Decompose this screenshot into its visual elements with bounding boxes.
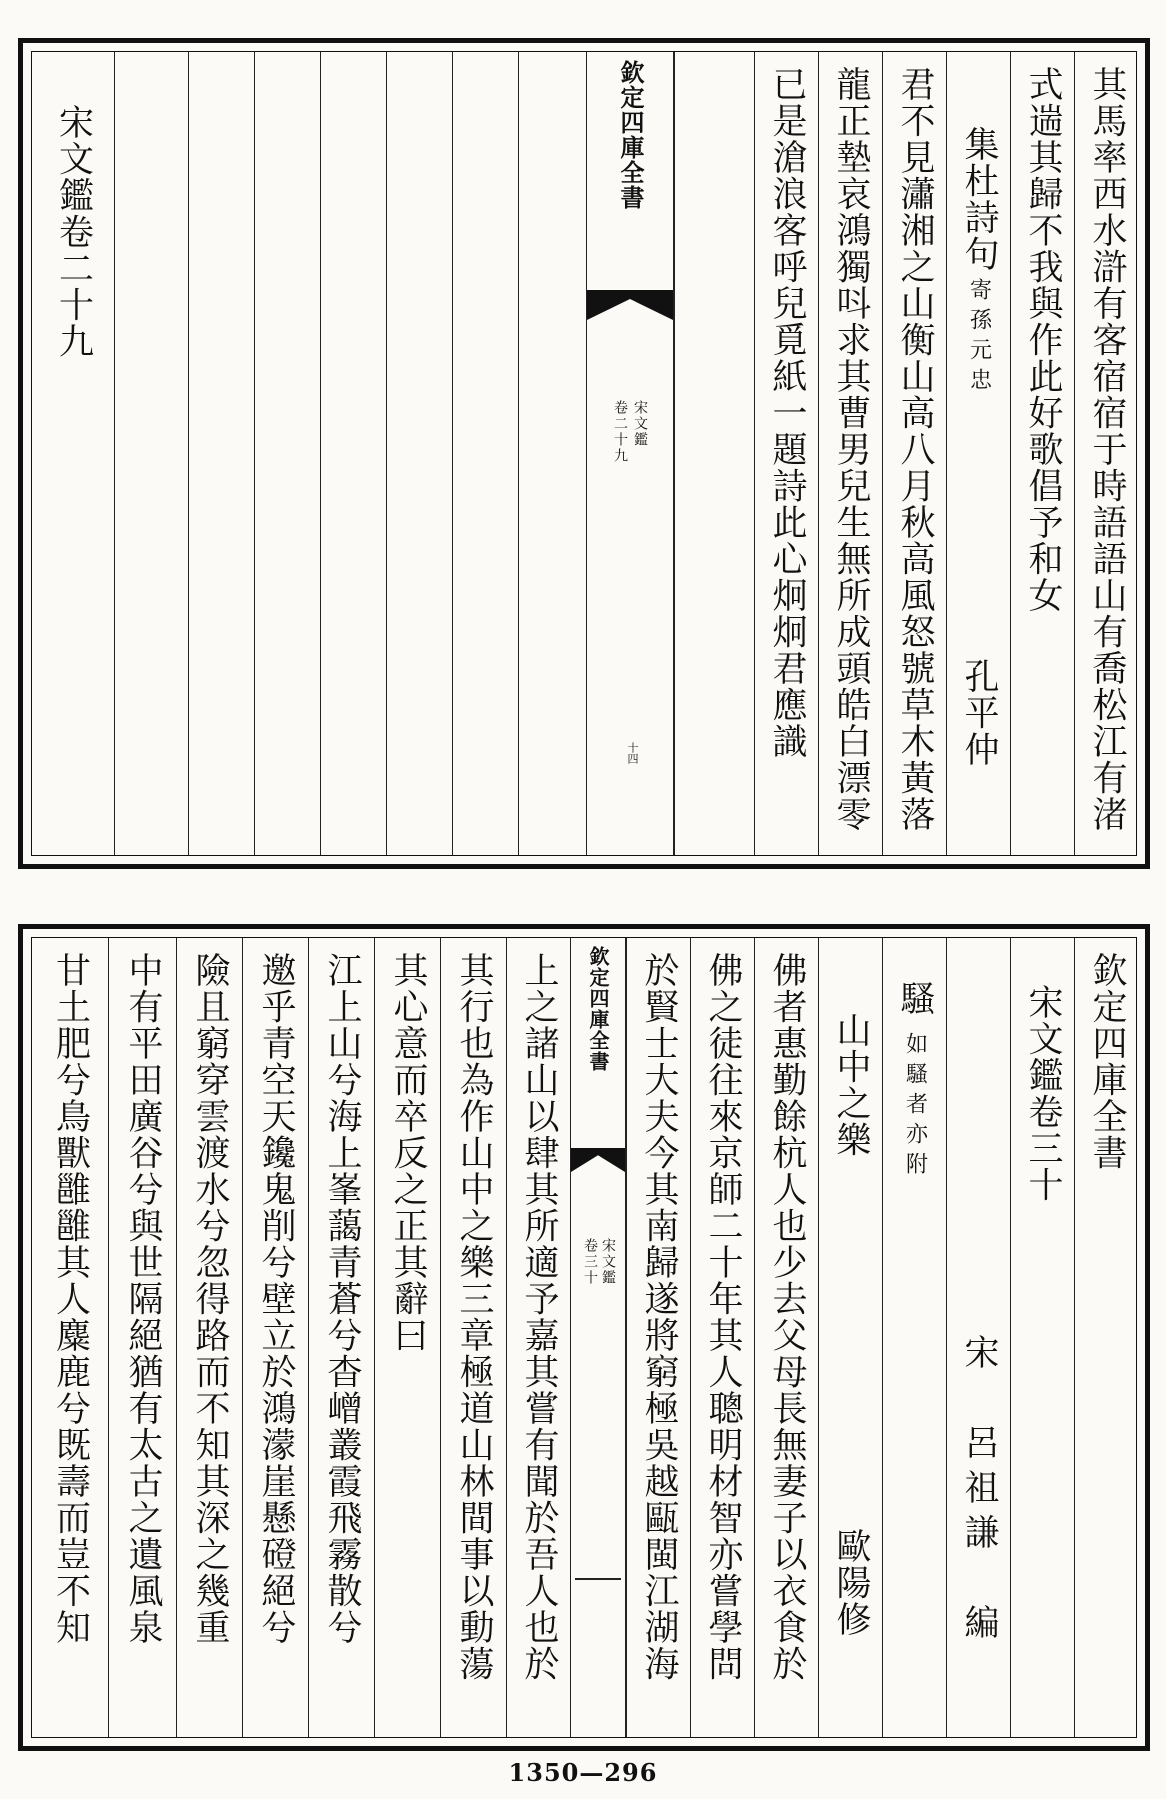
poem-title: 集杜詩句 bbox=[959, 126, 999, 272]
column bbox=[452, 52, 518, 855]
fold-title: 欽定四庫全書 bbox=[616, 60, 645, 210]
column bbox=[1010, 938, 1074, 1737]
text-column: 已是滄浪客呼兒覓紙一題詩此心炯炯君應識 bbox=[767, 66, 807, 760]
column bbox=[188, 52, 254, 855]
text-column: 甘土肥兮鳥獸雝雝其人麋鹿兮既壽而豈不知 bbox=[50, 952, 91, 1646]
top-page bbox=[18, 38, 1150, 869]
column bbox=[308, 938, 374, 1737]
volume-heading: 宋文鑑卷三十 bbox=[1023, 984, 1063, 1203]
column bbox=[320, 52, 386, 855]
book-heading: 欽定四庫全書 bbox=[1087, 952, 1127, 1171]
column bbox=[32, 938, 108, 1737]
column bbox=[754, 52, 818, 855]
text-column: 險且窮穿雲渡水兮忽得路而不知其深之幾重 bbox=[190, 952, 230, 1646]
text-column: 中有平田廣谷兮與世隔絕猶有太古之遺風泉 bbox=[123, 952, 163, 1646]
text-column: 江上山兮海上峯藹青蒼兮杳嶒叢霞飛霧散兮 bbox=[322, 952, 362, 1646]
column bbox=[626, 938, 690, 1737]
column bbox=[176, 938, 242, 1737]
text-column: 佛之徒往來京師二十年其人聰明材智亦嘗學問 bbox=[703, 952, 743, 1682]
fold-folio: 十四 bbox=[626, 742, 639, 764]
column bbox=[674, 52, 754, 855]
text-column: 上之諸山以肆其所適予嘉其嘗有聞於吾人也於 bbox=[519, 952, 559, 1682]
fold-title: 欽定四庫全書 bbox=[586, 946, 610, 1072]
column bbox=[690, 938, 754, 1737]
genre-title: 騷 bbox=[895, 980, 935, 1017]
text-column: 君不見瀟湘之山衡山高八月秋高風怒號草木黃落 bbox=[895, 66, 935, 833]
text-column: 其馬率西水滸有客宿宿于時語語山有喬松江有渚 bbox=[1087, 66, 1127, 833]
fold-book-title: 宋文鑑 bbox=[600, 1238, 616, 1286]
bottom-page-frame bbox=[31, 937, 1137, 1738]
fishtail-mark bbox=[587, 290, 673, 320]
fold-volume: 卷三十 bbox=[582, 1238, 598, 1286]
column bbox=[242, 938, 308, 1737]
text-column: 邀乎青空天鑱鬼削兮壁立於鴻濛崖懸磴絕兮 bbox=[256, 952, 296, 1646]
text-column: 龍正墊哀鴻獨呌求其曹男兒生無所成頭皓白漂零 bbox=[831, 66, 871, 833]
column bbox=[946, 52, 1010, 855]
text-column: 佛者惠勤餘杭人也少去父母長無妻子以衣食於 bbox=[767, 952, 807, 1682]
column bbox=[882, 938, 946, 1737]
bottom-page bbox=[18, 924, 1150, 1751]
column bbox=[946, 938, 1010, 1737]
text-column: 式遄其歸不我與作此好歌倡予和女 bbox=[1023, 66, 1063, 614]
page-number: 1350—296 bbox=[508, 1758, 658, 1787]
fishtail-mark bbox=[571, 1148, 625, 1172]
text-column: 其心意而卒反之正其辭曰 bbox=[388, 952, 428, 1354]
column bbox=[518, 52, 586, 855]
text-column: 於賢士大夫今其南歸遂將窮極吳越甌閩江湖海 bbox=[639, 952, 679, 1682]
column bbox=[818, 938, 882, 1737]
fold-book-title: 宋文鑑 bbox=[632, 400, 648, 448]
piece-title: 山中之樂 bbox=[831, 1012, 871, 1158]
column bbox=[1074, 938, 1138, 1737]
column bbox=[254, 52, 320, 855]
poem-note: 寄孫元忠 bbox=[966, 278, 992, 398]
poem-author: 孔平仲 bbox=[959, 658, 999, 768]
column bbox=[440, 938, 506, 1737]
column bbox=[1074, 52, 1138, 855]
fold-volume: 卷二十九 bbox=[612, 400, 628, 464]
column bbox=[1010, 52, 1074, 855]
center-fold bbox=[570, 938, 626, 1737]
center-fold bbox=[586, 52, 674, 855]
volume-end-title: 宋文鑑卷二十九 bbox=[53, 104, 94, 360]
column bbox=[882, 52, 946, 855]
column bbox=[374, 938, 440, 1737]
column bbox=[818, 52, 882, 855]
column bbox=[754, 938, 818, 1737]
text-column: 其行也為作山中之樂三章極道山林間事以動蕩 bbox=[454, 952, 494, 1682]
editor-line: 宋 呂祖謙 編 bbox=[959, 1334, 999, 1649]
column bbox=[108, 938, 176, 1737]
piece-author: 歐陽修 bbox=[831, 1528, 871, 1638]
column bbox=[32, 52, 114, 855]
fold-rule bbox=[575, 1578, 621, 1580]
column bbox=[114, 52, 188, 855]
top-page-frame bbox=[31, 51, 1137, 856]
genre-note: 如騷者亦附 bbox=[902, 1032, 928, 1182]
column bbox=[506, 938, 570, 1737]
column bbox=[386, 52, 452, 855]
